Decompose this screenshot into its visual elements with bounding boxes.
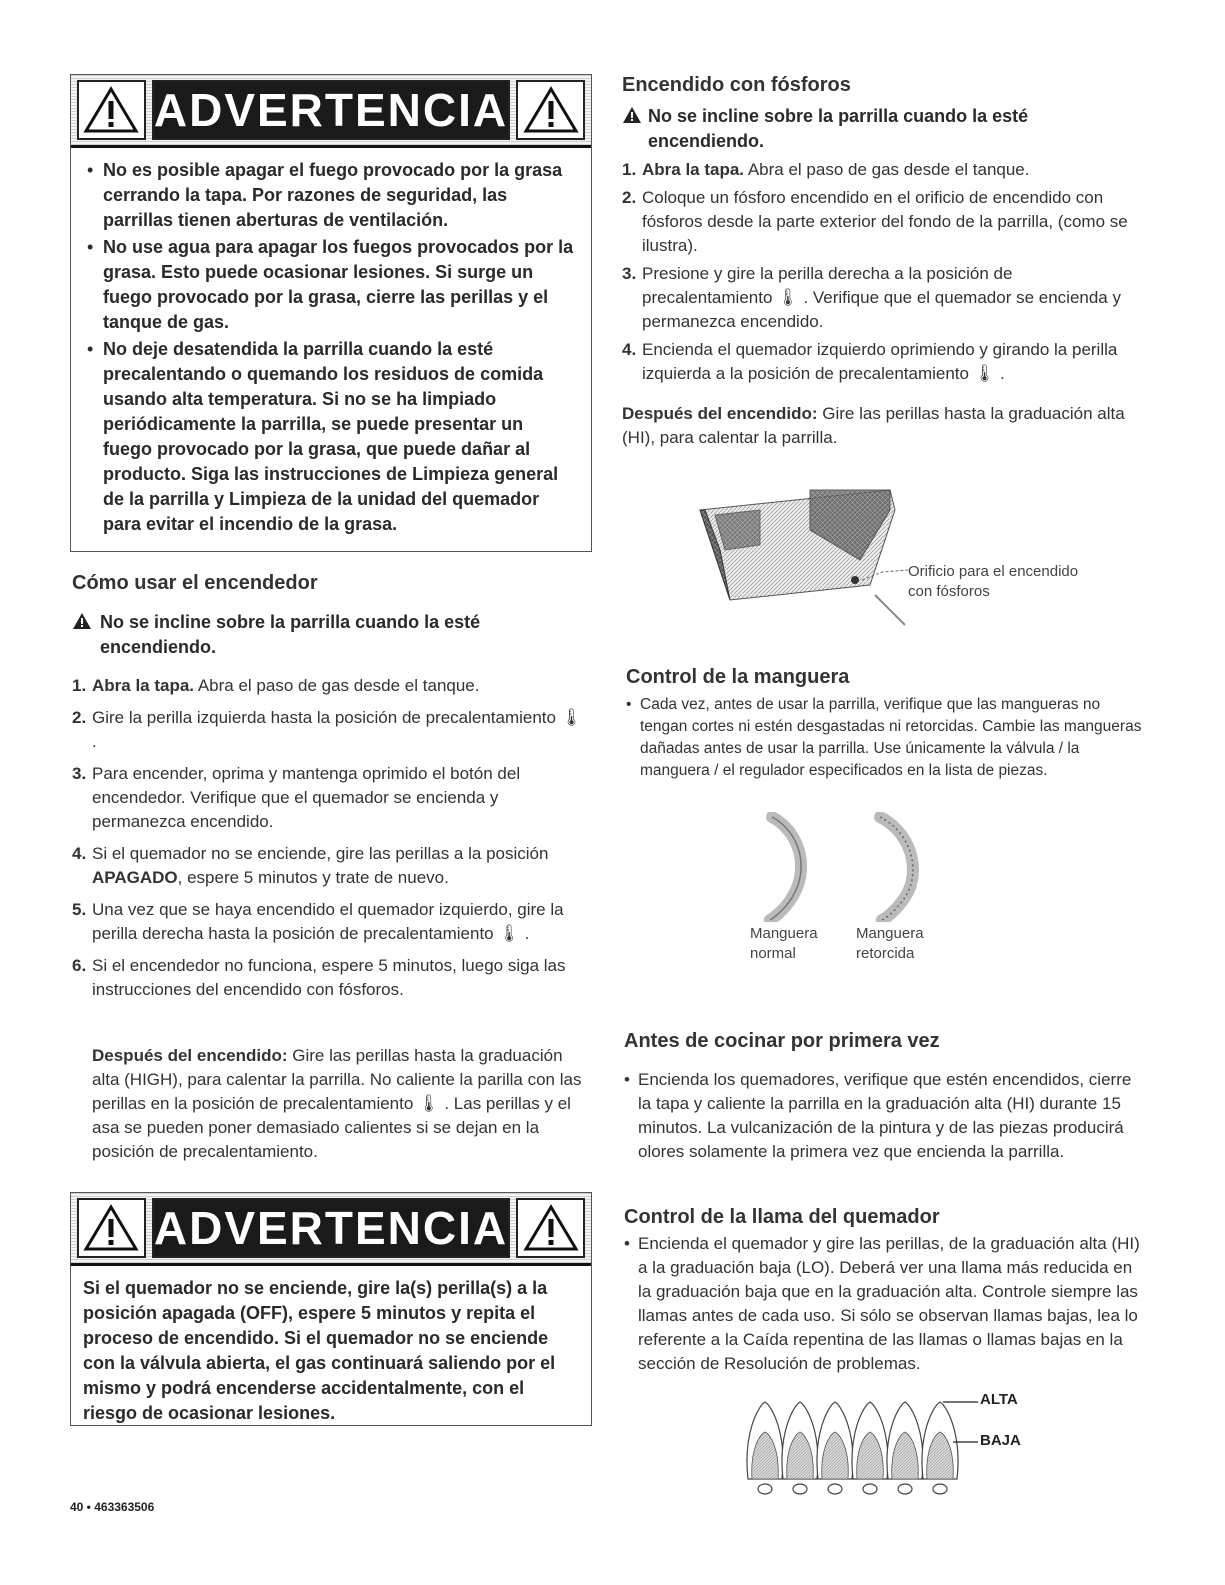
- hose-text: [626, 694, 1145, 782]
- step-item: [622, 262, 1137, 334]
- caution-text: No se incline sobre la parrilla cuando la esté encendiendo.: [648, 106, 1029, 151]
- label-high-flame: ALTA: [980, 1391, 1018, 1408]
- step-number: 2.: [622, 188, 637, 207]
- step-number: 5.: [72, 900, 87, 919]
- warning-bullet: • No use agua para apagar los fuegos provocados por la grasa. Esto puede ocasionar lesiones. Si surge un fuego provocado por la grasa, cierre las perillas y el tanque de gas.: [85, 235, 577, 335]
- warning-title: ADVERTENCIA: [152, 1198, 510, 1258]
- figure-label-orifice: Orificio para el encendido con fósforos: [908, 563, 1079, 600]
- label-twisted-hose: Manguera retorcida: [856, 925, 924, 962]
- step-item: [72, 842, 587, 890]
- after-label: Después del encendido:: [622, 404, 818, 423]
- leader-line: [862, 562, 908, 582]
- warning-header: [71, 75, 591, 148]
- warning-bullet: • No deje desatendida la parrilla cuando la esté precalentando o quemando los residuos de comida usando alta temperatura. Si no se ha limpiado periódicamente la parrilla, se puede presentar un fuego provocado por la grasa, que puede dañar al producto. Siga las instrucciones de Limpieza general de la parrilla y Limpieza de la unidad del quemador para evitar el incendio de la grasa.: [85, 337, 577, 537]
- step-item: [622, 338, 1137, 386]
- step-text: , espere 5 minutos y trate de nuevo.: [177, 868, 449, 887]
- warning-triangle-icon: [77, 1198, 146, 1258]
- step-bold: Abra la tapa.: [642, 160, 745, 179]
- hose-paragraph: Cada vez, antes de usar la parrilla, verifique que las mangueras no tengan cortes ni estén desgastadas ni retorcidas. Cambie las mangueras dañadas antes de usar la parrilla. Use únicamente la válvula / la manguera / el regulador especificados en la lista de piezas.: [640, 696, 1142, 779]
- igniter-heading: Cómo usar el encendedor: [72, 572, 318, 594]
- hose-heading: Control de la manguera: [626, 666, 850, 688]
- step-number: 4.: [72, 844, 87, 863]
- warning-title: ADVERTENCIA: [152, 80, 510, 140]
- step-text: Presione y gire la perilla derecha a la posición de precalentamiento 🌡 . Verifique que el quemador se encienda y permanezca encendido.: [642, 264, 1121, 331]
- bullet-dot: •: [624, 1234, 630, 1253]
- step-item: [72, 762, 587, 834]
- after-label: Después del encendido:: [92, 1046, 288, 1065]
- warning-header: [71, 1193, 591, 1266]
- label-normal-hose: Manguera normal: [750, 925, 818, 962]
- bullet-dot: •: [624, 1070, 630, 1089]
- step-bold: Abra la tapa.: [92, 676, 195, 695]
- step-text: Abra el paso de gas desde el tanque.: [194, 676, 480, 695]
- step-text: Encienda el quemador izquierdo oprimiendo y girando la perilla izquierda a la posición de precalentamiento 🌡 .: [642, 340, 1118, 383]
- step-text: Gire la perilla izquierda hasta la posición de precalentamiento 🌡 .: [92, 708, 583, 751]
- step-number: 1.: [622, 160, 637, 179]
- warning-body: Si el quemador no se enciende, gire la(s) perilla(s) a la posición apagada (OFF), espere 5 minutos y repita el proceso de encendido. Si el quemador no se enciende con la válvula abierta, el gas continuará saliendo por el mismo y podrá encenderse accidentalmente, con el riesgo de ocasionar lesiones.: [83, 1278, 556, 1423]
- matches-steps: [622, 158, 1137, 390]
- step-number: 3.: [72, 764, 87, 783]
- warning-box-1: [70, 74, 592, 552]
- matches-after: [622, 402, 1137, 450]
- step-item: [72, 954, 587, 1002]
- burner-flames-illustration: [738, 1394, 1038, 1504]
- first-use-heading: Antes de cocinar por primera vez: [624, 1030, 940, 1052]
- step-text: Coloque un fósforo encendido en el orificio de encendido con fósforos desde la parte exterior del fondo de la parrilla, (como se ilustra).: [642, 188, 1128, 255]
- step-text: Abra el paso de gas desde el tanque.: [744, 160, 1030, 179]
- bullet-dot: •: [626, 696, 632, 713]
- igniter-caution: [72, 610, 600, 660]
- step-bold: APAGADO: [92, 868, 178, 887]
- normal-hose-icon: [760, 812, 820, 922]
- caution-text: No se incline sobre la parrilla cuando la esté encendiendo.: [100, 612, 481, 657]
- step-number: 2.: [72, 708, 87, 727]
- step-item: [622, 158, 1137, 182]
- step-number: 1.: [72, 676, 87, 695]
- warning-triangle-icon: [516, 1198, 585, 1258]
- step-text: Si el encendedor no funciona, espere 5 minutos, luego siga las instrucciones del encendido con fósforos.: [92, 956, 566, 999]
- step-text: Para encender, oprima y mantenga oprimido el botón del encendedor. Verifique que el quemador se encienda y permanezca encendido.: [92, 764, 521, 831]
- step-number: 3.: [622, 264, 637, 283]
- igniter-steps: [72, 674, 587, 1010]
- caution-triangle-icon: [622, 106, 642, 131]
- caution-triangle-icon: [72, 612, 92, 637]
- matches-caution: [622, 104, 1148, 154]
- grill-bottom-illustration: [690, 470, 910, 630]
- warning-bullet: • No es posible apagar el fuego provocado por la grasa cerrando la tapa. Por razones de seguridad, las parrillas tienen aberturas de ventilación.: [85, 158, 577, 233]
- step-item: [72, 898, 587, 946]
- matches-heading: Encendido con fósforos: [622, 74, 851, 96]
- flame-text: [624, 1232, 1143, 1376]
- warning-triangle-icon: [77, 80, 146, 140]
- warning-box-2: [70, 1192, 592, 1426]
- step-item: [72, 706, 587, 754]
- warning-body: [71, 148, 591, 551]
- igniter-after: [92, 1044, 587, 1164]
- label-low-flame: BAJA: [980, 1432, 1021, 1449]
- first-use-paragraph: Encienda los quemadores, verifique que estén encendidos, cierre la tapa y caliente la parrilla en la graduación alta (HI) durante 15 minutos. La vulcanización de la pintura y de las piezas producirá olores solamente la primera vez que encienda la parrilla.: [638, 1070, 1132, 1161]
- page-footer: 40 • 463363506: [70, 1500, 155, 1514]
- twisted-hose-icon: [870, 812, 930, 922]
- flame-paragraph: Encienda el quemador y gire las perillas, de la graduación alta (HI) a la graduación baja (LO). Deberá ver una llama más reducida en la graduación baja que en la graduación alta. Controle siempre las llamas antes de cada uso. Si sólo se observan llamas bajas, lea lo referente a la Caída repentina de las llamas o llamas bajas en la sección de Resolución de problemas.: [638, 1234, 1140, 1373]
- flame-heading: Control de la llama del quemador: [624, 1206, 940, 1228]
- step-text: Si el quemador no se enciende, gire las perillas a la posición: [92, 844, 549, 863]
- step-item: [72, 674, 587, 698]
- after-text: Gire las perillas hasta la graduación alta (HIGH), para calentar la parrilla. No caliente la parilla con las perillas en la posición de precalentamiento 🌡 . Las perillas y el asa se pueden poner demasiado calientes si se dejan en la posición de precalentamiento.: [92, 1046, 582, 1161]
- step-number: 4.: [622, 340, 637, 359]
- step-number: 6.: [72, 956, 87, 975]
- step-item: [622, 186, 1137, 258]
- after-text: Gire las perillas hasta la graduación alta (HI), para calentar la parrilla.: [622, 404, 1125, 447]
- warning-triangle-icon: [516, 80, 585, 140]
- step-text: Una vez que se haya encendido el quemador izquierdo, gire la perilla derecha hasta la posición de precalentamiento 🌡 .: [92, 900, 564, 943]
- first-use-text: [624, 1068, 1133, 1164]
